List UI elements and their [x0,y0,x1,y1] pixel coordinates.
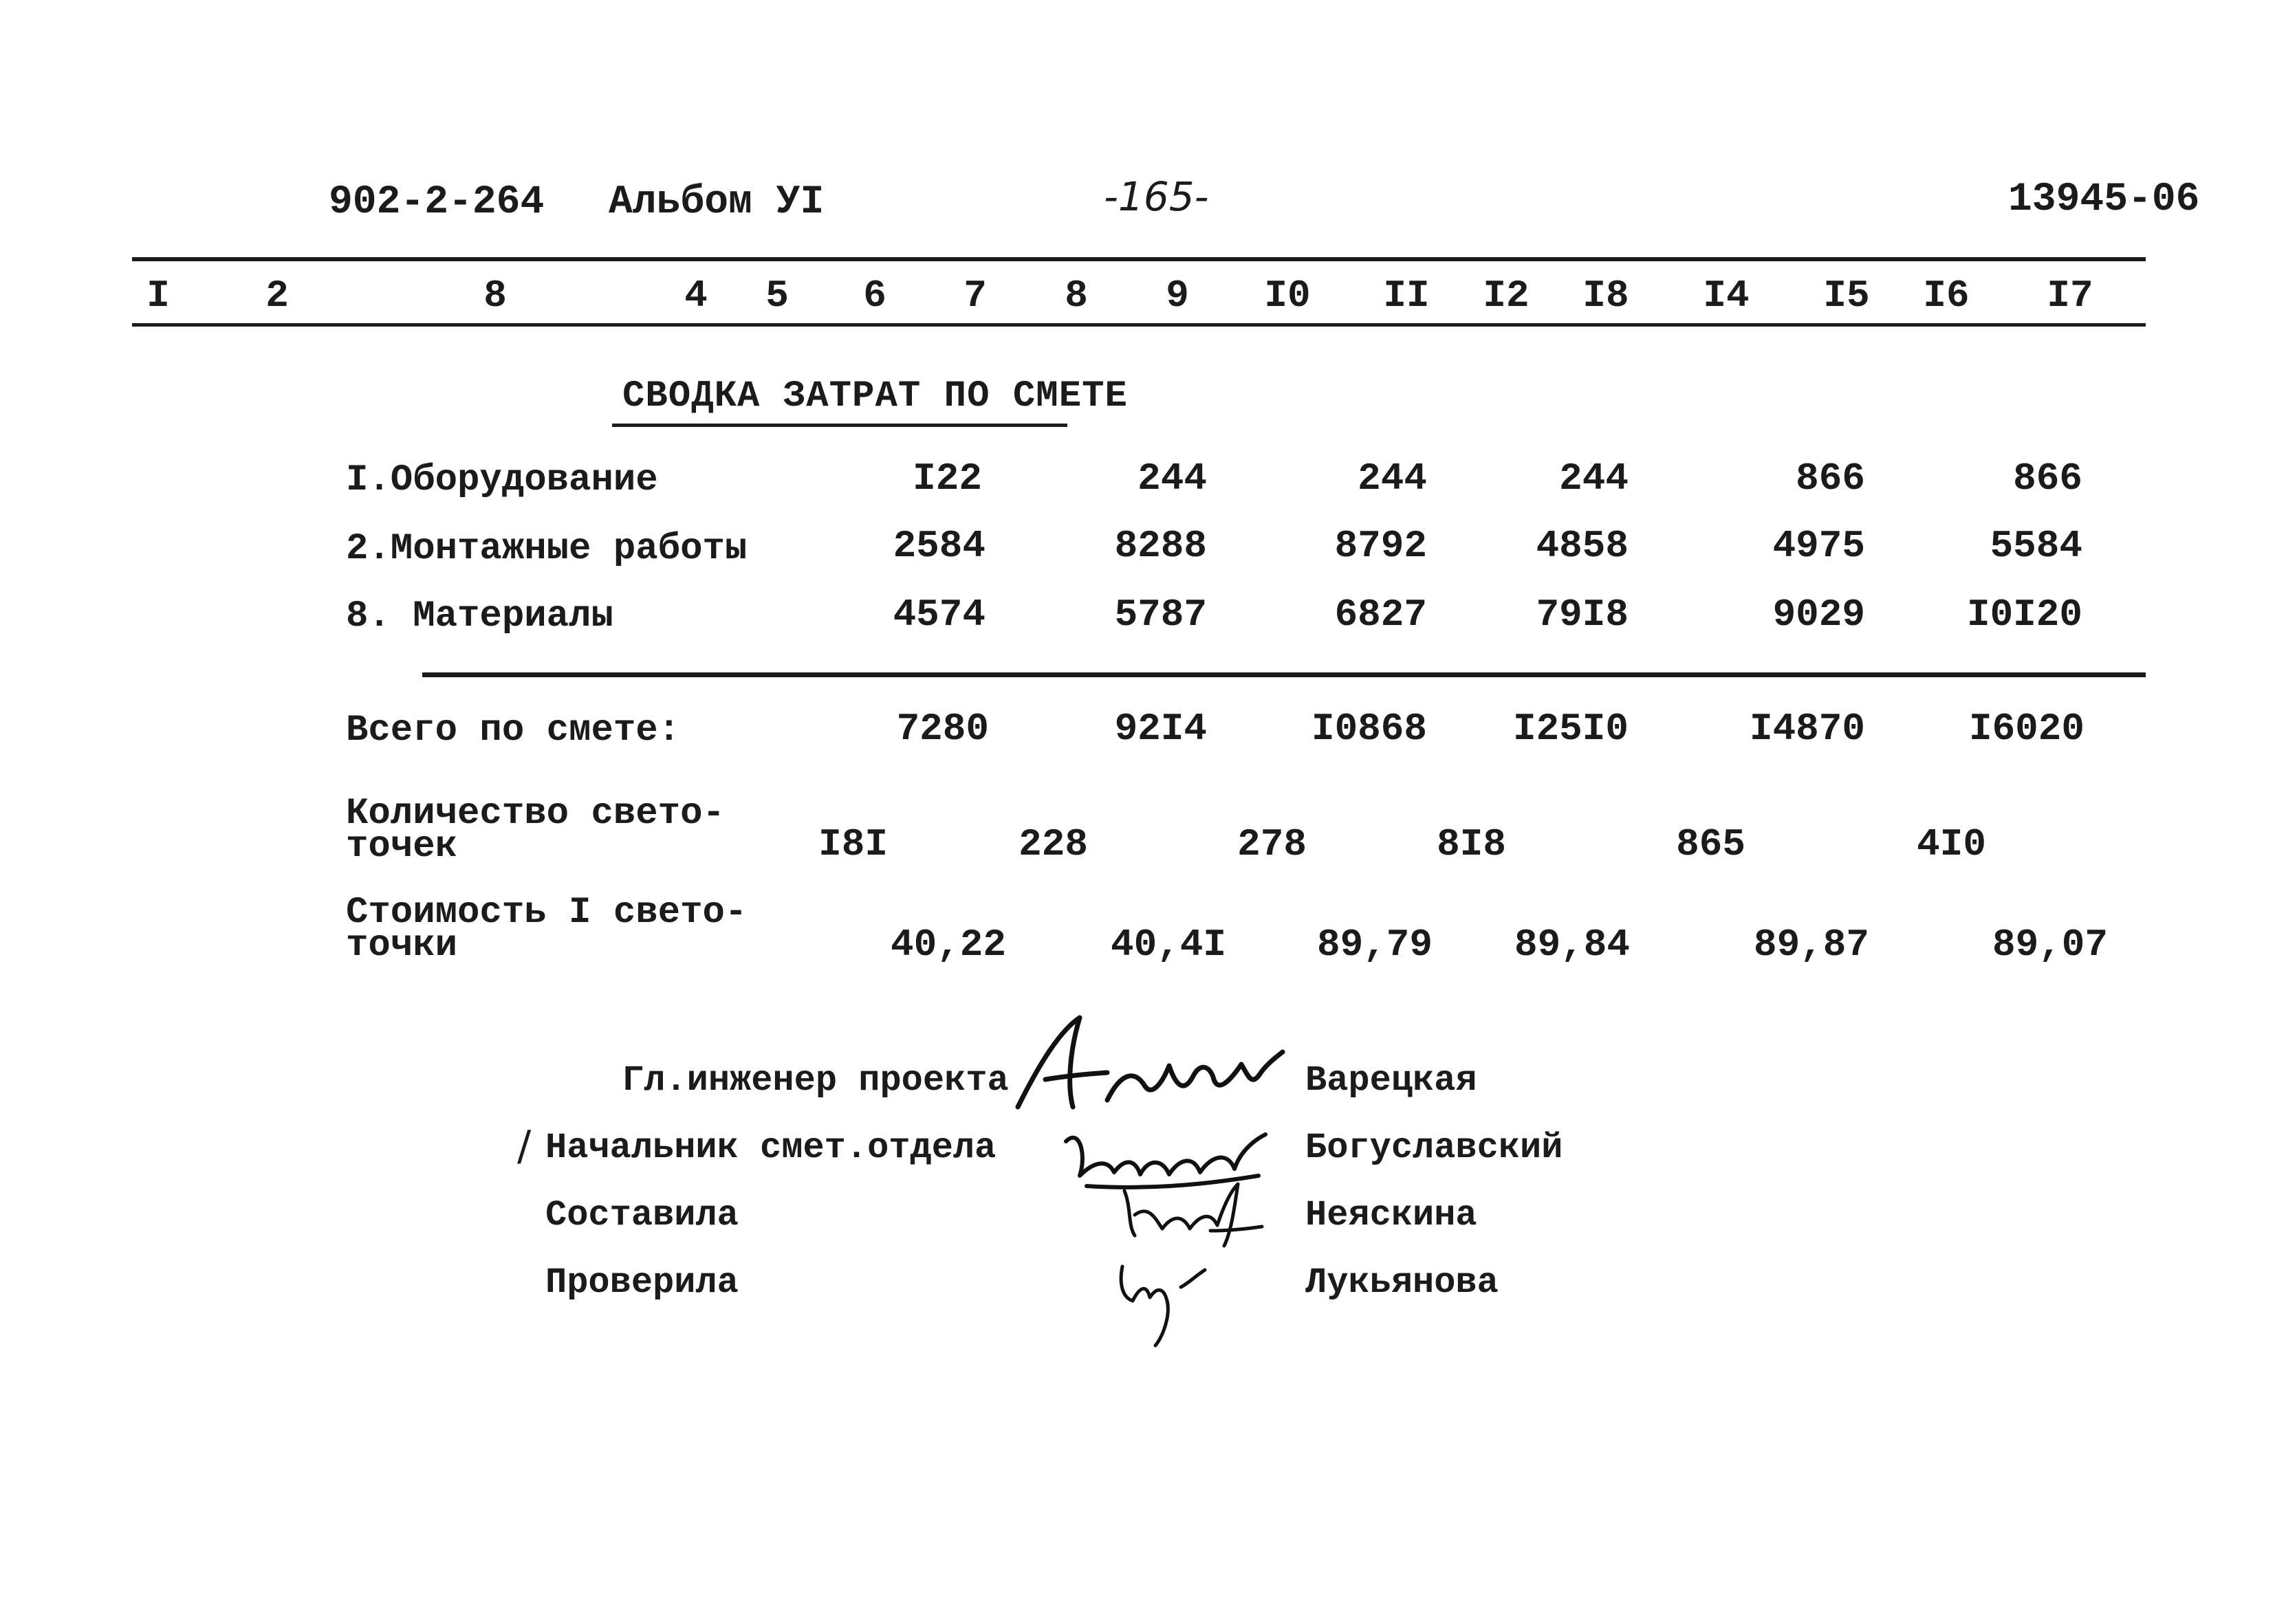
signature-role: Составила [545,1195,739,1236]
signature-role: Гл.инженер проекта [622,1060,1009,1101]
cost-value: 9029 [1772,593,1865,637]
unit-cost-label-line2: точки [346,925,458,967]
unit-cost-value: 89,84 [1514,923,1630,967]
column-number: 8 [483,274,507,318]
header-bottom-rule [132,323,2146,327]
cost-value: 244 [1138,457,1207,501]
total-label: Всего по смете: [346,710,681,751]
total-value: I25I0 [1512,707,1629,751]
cost-value: I0I20 [1966,593,2082,637]
total-value: 7280 [896,707,989,751]
column-number: I8 [1582,274,1629,318]
column-number: 2 [265,274,289,318]
document-code: 902-2-264 [329,180,545,225]
total-value: I6020 [1968,707,2084,751]
cost-value: I22 [913,457,982,501]
signature-role: Начальник смет.отдела [545,1128,997,1168]
total-value: I0868 [1311,707,1427,751]
column-number: I7 [2047,274,2093,318]
signature-role: Проверила [545,1262,739,1303]
cost-value: 4858 [1536,524,1629,568]
column-number: I0 [1264,274,1311,318]
unit-cost-value: 89,07 [1992,923,2108,967]
light-points-value: I8I [818,822,888,866]
column-number: I5 [1823,274,1870,318]
column-number: I2 [1483,274,1530,318]
unit-cost-value: 40,22 [890,923,1006,967]
page-number: -165- [1104,173,1209,220]
light-points-value: 228 [1019,822,1088,866]
signature-name: Лукьянова [1305,1262,1499,1303]
unit-cost-value: 89,87 [1753,923,1869,967]
column-number: 4 [684,274,708,318]
cost-value: 8288 [1114,524,1207,568]
column-number: I6 [1923,274,1970,318]
cost-value: 4574 [893,593,986,637]
cost-value: 8792 [1334,524,1427,568]
signature-name: Варецкая [1305,1060,1477,1101]
light-points-label [346,793,725,868]
unit-cost-value: 89,79 [1316,923,1433,967]
handwritten-signature-compiler [1114,1177,1265,1253]
cost-value: 79I8 [1536,593,1629,637]
column-number: 6 [863,274,886,318]
column-number: 7 [964,274,987,318]
row-label: 8. Материалы [346,595,613,637]
unit-cost-label [346,892,748,967]
light-points-value: 8I8 [1437,822,1506,866]
signature-name: Богуславский [1305,1128,1563,1168]
column-number: 8 [1065,274,1088,318]
header-top-rule [132,257,2146,261]
light-points-value: 865 [1676,822,1745,866]
handwritten-signature-reviewer [1109,1246,1226,1349]
column-number: I [146,274,170,318]
cost-value: 6827 [1334,593,1427,637]
column-number: II [1383,274,1430,318]
column-number: I4 [1703,274,1750,318]
light-points-value: 4I0 [1917,822,1986,866]
section-title: СВОДКА ЗАТРАТ ПО СМЕТЕ [622,375,1128,417]
margin-tick-mark: / [517,1122,532,1170]
album-label: Альбом УI [609,180,825,225]
row-label: 2.Монтажные работы [346,528,748,570]
column-number: 5 [765,274,789,318]
cost-value: 866 [2013,457,2082,501]
cost-value: 5584 [1990,524,2082,568]
cost-value: 4975 [1772,524,1865,568]
unit-cost-label-line1: Стоимость I свето- [346,892,748,934]
cost-value: 2584 [893,524,986,568]
column-number: 9 [1166,274,1189,318]
cost-value: 244 [1358,457,1427,501]
total-separator-rule [422,672,2146,677]
cost-value: 244 [1559,457,1629,501]
handwritten-signature-chief-engineer [1004,1011,1293,1128]
signature-name: Неяскина [1305,1195,1477,1236]
cost-value: 5787 [1114,593,1207,637]
unit-cost-value: 40,4I [1110,923,1226,967]
section-title-underline [612,424,1067,427]
total-value: I4870 [1749,707,1865,751]
total-value: 92I4 [1114,707,1207,751]
cost-value: 866 [1796,457,1865,501]
light-points-label-line2: точек [346,826,458,868]
light-points-value: 278 [1237,822,1307,866]
registration-number: 13945-06 [2008,177,2200,222]
row-label: I.Оборудование [346,459,658,501]
light-points-label-line1: Количество свето- [346,793,725,835]
